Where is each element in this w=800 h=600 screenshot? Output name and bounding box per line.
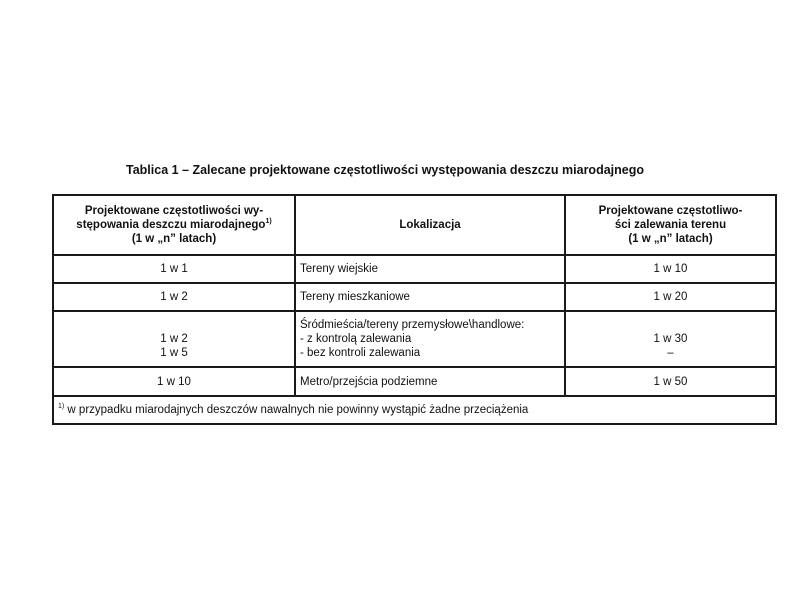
table-row	[53, 255, 776, 283]
cell-flood-frequency-line: –	[667, 347, 674, 359]
header-col3-line2: ści zalewania terenu	[614, 219, 727, 231]
cell-rain-frequency: 1 w 10	[53, 367, 295, 396]
footnote	[53, 396, 776, 424]
cell-location: Tereny mieszkaniowe	[295, 283, 565, 311]
cell-rain-frequency	[53, 311, 295, 367]
frequency-table	[52, 194, 777, 425]
header-flood-frequency	[565, 195, 776, 255]
header-col3-line3: (1 w „n” latach)	[628, 233, 713, 245]
table-footnote-row	[53, 396, 776, 424]
cell-rain-frequency: 1 w 1	[53, 255, 295, 283]
table-row	[53, 283, 776, 311]
table-title: Tablica 1 – Zalecane projektowane częstotliwości występowania deszczu miarodajnego	[126, 163, 644, 177]
cell-rain-frequency-line: 1 w 5	[160, 347, 188, 359]
header-col1-line2: stępowania deszczu miarodajnego	[76, 219, 266, 231]
cell-location-line: - bez kontroli zalewania	[300, 347, 421, 359]
table-row	[53, 367, 776, 396]
footnote-text: w przypadku miarodajnych deszczów nawalnych nie powinny wystąpić żadne przeciążenia	[64, 404, 529, 416]
cell-location-line: Śródmieścia/tereny przemysłowe\handlowe:	[300, 319, 525, 331]
cell-flood-frequency-line: 1 w 30	[653, 333, 688, 345]
cell-flood-frequency: 1 w 10	[565, 255, 776, 283]
cell-flood-frequency: 1 w 50	[565, 367, 776, 396]
cell-flood-frequency	[565, 311, 776, 367]
header-col1-footnote-marker: 1)	[265, 218, 272, 226]
cell-rain-frequency: 1 w 2	[53, 283, 295, 311]
cell-location: Tereny wiejskie	[295, 255, 565, 283]
header-location: Lokalizacja	[295, 195, 565, 255]
header-design-rain-frequency	[53, 195, 295, 255]
cell-flood-frequency: 1 w 20	[565, 283, 776, 311]
cell-location-line: - z kontrolą zalewania	[300, 333, 412, 345]
cell-location	[295, 311, 565, 367]
table-row	[53, 311, 776, 367]
header-col3-line1: Projektowane częstotliwo-	[598, 205, 743, 217]
footnote-marker: 1)	[58, 403, 65, 411]
table-header-row	[53, 195, 776, 255]
cell-rain-frequency-line: 1 w 2	[160, 333, 188, 345]
cell-location: Metro/przejścia podziemne	[295, 367, 565, 396]
header-col1-line1: Projektowane częstotliwości wy-	[84, 205, 264, 217]
header-col1-line3: (1 w „n” latach)	[131, 233, 217, 245]
